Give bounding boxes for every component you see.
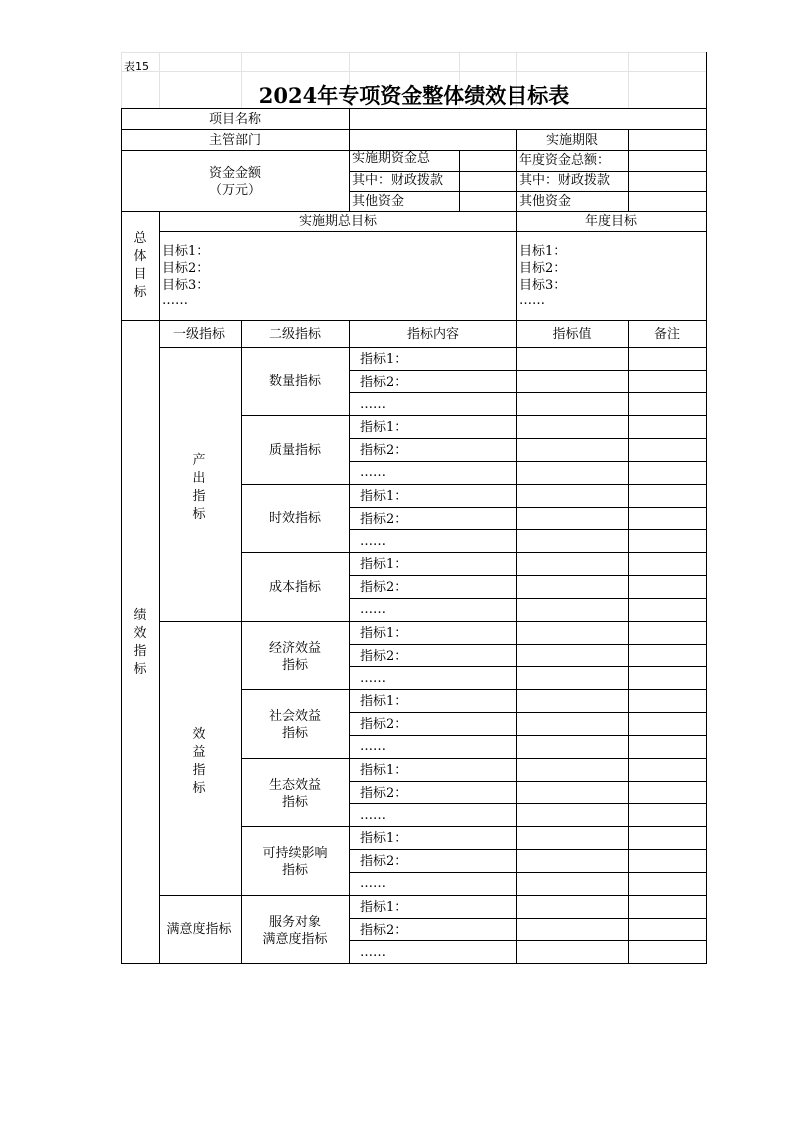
border-line bbox=[349, 392, 706, 393]
border-line bbox=[349, 712, 706, 713]
border-line bbox=[628, 150, 629, 211]
project-name-label: 项目名称 bbox=[208, 112, 262, 127]
period-goal-more: …… bbox=[162, 293, 188, 308]
border-line bbox=[241, 552, 706, 553]
col-header-value: 指标值 bbox=[552, 327, 592, 342]
gridline bbox=[121, 71, 706, 72]
border-line bbox=[349, 320, 350, 964]
border-line bbox=[349, 666, 706, 667]
indicator-item: 指标2： bbox=[360, 649, 408, 664]
border-line bbox=[349, 438, 706, 439]
overall-goals-side-label: 总 体 目 标 bbox=[133, 231, 147, 300]
border-line bbox=[349, 108, 350, 211]
social-benefit-label: 社会效益 指标 bbox=[268, 709, 322, 741]
border-line bbox=[349, 918, 706, 919]
fund-total-label: 实施期资金总 bbox=[352, 151, 431, 166]
year-goal-header: 年度目标 bbox=[584, 214, 638, 229]
border-line bbox=[706, 52, 707, 964]
border-line bbox=[349, 872, 706, 873]
col-header-level2: 二级指标 bbox=[268, 327, 322, 342]
period-goal-3: 目标3： bbox=[162, 278, 210, 293]
year-other-label: 其他资金 bbox=[519, 194, 572, 209]
indicator-item: 指标2： bbox=[360, 512, 408, 527]
period-goal-1: 目标1： bbox=[162, 244, 210, 259]
page-title: 2024年专项资金整体绩效目标表 bbox=[258, 83, 570, 108]
cost-indicator-label: 成本指标 bbox=[268, 580, 322, 595]
border-line bbox=[628, 320, 629, 964]
indicator-item: 指标1： bbox=[360, 420, 408, 435]
indicator-item: 指标1： bbox=[360, 489, 408, 504]
economic-benefit-label: 经济效益 指标 bbox=[268, 641, 322, 673]
indicator-item: …… bbox=[360, 602, 386, 617]
indicator-item: 指标2： bbox=[360, 580, 408, 595]
benefit-indicators-label: 效 益 指 标 bbox=[192, 727, 206, 796]
col-header-content: 指标内容 bbox=[406, 327, 460, 342]
gridline bbox=[159, 52, 160, 109]
timeliness-indicator-label: 时效指标 bbox=[268, 511, 322, 526]
indicator-item: …… bbox=[360, 397, 386, 412]
border-line bbox=[349, 644, 706, 645]
border-line bbox=[349, 598, 706, 599]
sustainability-label: 可持续影响 指标 bbox=[262, 846, 328, 878]
quantity-indicator-label: 数量指标 bbox=[268, 374, 322, 389]
output-indicators-label: 产 出 指 标 bbox=[192, 453, 206, 522]
border-line bbox=[159, 211, 160, 964]
border-line bbox=[349, 529, 706, 530]
border-line bbox=[349, 171, 706, 172]
border-line bbox=[241, 621, 706, 622]
gridline bbox=[121, 52, 122, 109]
indicator-item: 指标2： bbox=[360, 443, 408, 458]
fund-fiscal-label: 其中：财政拨款 bbox=[352, 173, 444, 188]
border-line bbox=[121, 108, 122, 964]
indicator-item: 指标2： bbox=[360, 854, 408, 869]
border-line bbox=[516, 320, 517, 964]
year-total-label: 年度资金总额： bbox=[519, 153, 611, 168]
border-line bbox=[241, 484, 706, 485]
year-goal-3: 目标3： bbox=[519, 278, 567, 293]
indicator-item: 指标1： bbox=[360, 900, 408, 915]
border-line bbox=[241, 415, 706, 416]
sheet-label: 表15 bbox=[124, 60, 149, 73]
indicator-item: 指标1： bbox=[360, 626, 408, 641]
fund-other-label: 其他资金 bbox=[352, 194, 405, 209]
border-line bbox=[349, 803, 706, 804]
border-line bbox=[159, 621, 241, 622]
border-line bbox=[349, 191, 706, 192]
service-satisfaction-label: 服务对象 满意度指标 bbox=[262, 915, 328, 947]
border-line bbox=[241, 320, 242, 964]
gridline bbox=[628, 52, 629, 109]
border-line bbox=[241, 826, 706, 827]
border-line bbox=[349, 781, 706, 782]
col-header-level1: 一级指标 bbox=[172, 327, 226, 342]
fund-amount-label: 资金金额 （万元） bbox=[208, 166, 262, 198]
ecological-benefit-label: 生态效益 指标 bbox=[268, 778, 322, 810]
border-line bbox=[241, 689, 706, 690]
year-goal-1: 目标1： bbox=[519, 244, 567, 259]
border-line bbox=[159, 895, 241, 896]
indicator-item: …… bbox=[360, 808, 386, 823]
indicator-item: …… bbox=[360, 739, 386, 754]
border-line bbox=[349, 507, 706, 508]
indicator-item: 指标2： bbox=[360, 375, 408, 390]
border-line bbox=[628, 129, 629, 150]
border-line bbox=[349, 575, 706, 576]
border-line bbox=[121, 211, 706, 212]
indicator-item: 指标2： bbox=[360, 717, 408, 732]
indicator-item: …… bbox=[360, 465, 386, 480]
satisfaction-indicators-label: 满意度指标 bbox=[166, 922, 232, 937]
year-fiscal-label: 其中：财政拨款 bbox=[519, 173, 611, 188]
gridline bbox=[121, 52, 706, 53]
indicator-item: 指标1： bbox=[360, 352, 408, 367]
year-goal-2: 目标2： bbox=[519, 261, 567, 276]
indicator-item: 指标1： bbox=[360, 694, 408, 709]
border-line bbox=[349, 370, 706, 371]
indicator-item: …… bbox=[360, 534, 386, 549]
period-goal-2: 目标2： bbox=[162, 261, 210, 276]
performance-indicators-side-label: 绩 效 指 标 bbox=[133, 608, 147, 677]
indicator-item: 指标1： bbox=[360, 763, 408, 778]
indicator-item: 指标1： bbox=[360, 557, 408, 572]
indicator-item: 指标1： bbox=[360, 831, 408, 846]
gridline bbox=[241, 52, 242, 109]
period-goal-header: 实施期总目标 bbox=[298, 214, 378, 229]
border-line bbox=[516, 211, 517, 320]
border-line bbox=[121, 129, 706, 130]
border-line bbox=[159, 231, 706, 232]
year-goal-more: …… bbox=[519, 293, 545, 308]
border-line bbox=[349, 735, 706, 736]
dept-label: 主管部门 bbox=[208, 133, 262, 148]
indicator-item: …… bbox=[360, 671, 386, 686]
indicator-item: …… bbox=[360, 876, 386, 891]
border-line bbox=[349, 940, 706, 941]
indicator-item: …… bbox=[360, 945, 386, 960]
border-line bbox=[349, 849, 706, 850]
indicator-item: 指标2： bbox=[360, 786, 408, 801]
quality-indicator-label: 质量指标 bbox=[268, 443, 322, 458]
border-line bbox=[516, 150, 517, 211]
period-label: 实施期限 bbox=[545, 133, 599, 148]
border-line bbox=[121, 320, 706, 321]
border-line bbox=[516, 129, 517, 150]
border-line bbox=[121, 963, 706, 964]
border-line bbox=[241, 758, 706, 759]
border-line bbox=[241, 895, 706, 896]
border-line bbox=[349, 461, 706, 462]
border-line bbox=[459, 150, 460, 211]
indicator-item: 指标2： bbox=[360, 923, 408, 938]
col-header-remark: 备注 bbox=[653, 327, 681, 342]
